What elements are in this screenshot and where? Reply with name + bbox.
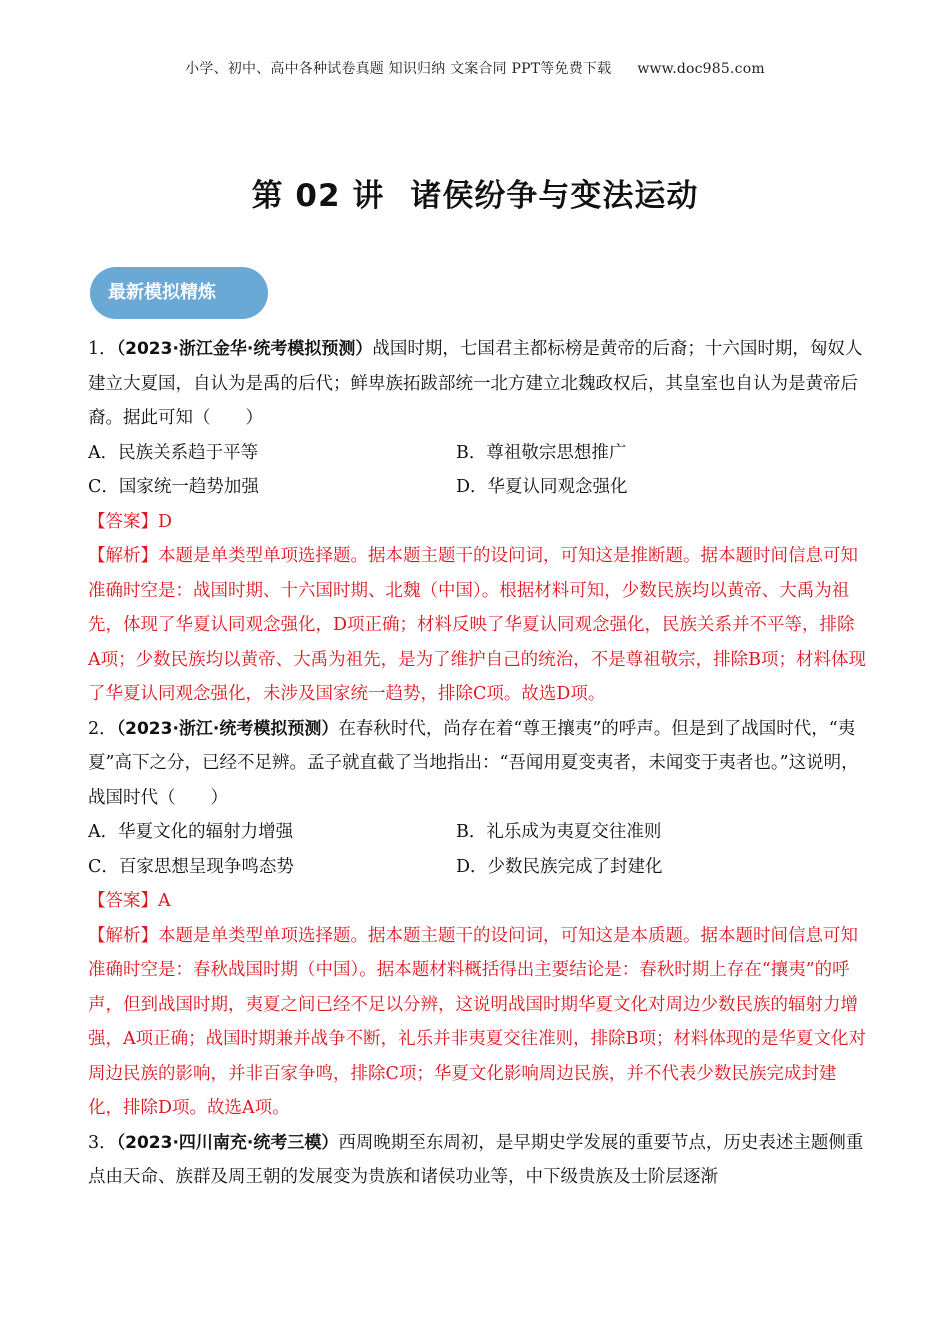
- question-stem: [88, 332, 866, 436]
- question-stem: [88, 1126, 866, 1195]
- question-source: （2023·浙江·统考模拟预测）: [116, 718, 339, 739]
- question-list: [88, 332, 866, 1195]
- page-header: [0, 58, 950, 78]
- answer: 【答案】D: [88, 511, 173, 532]
- option-c: C．百家思想呈现争鸣态势: [88, 856, 294, 877]
- header-site-link[interactable]: www.doc985.com: [637, 61, 765, 77]
- header-text: 小学、初中、高中各种试卷真题 知识归纳 文案合同 PPT等免费下载: [185, 61, 612, 77]
- question-3: [88, 1126, 866, 1195]
- title-lecture-number: 第 02 讲: [251, 178, 385, 214]
- question-text: 西周晚期至东周初，是早期史学发展的重要节点，历史表述主题侧重点由天命、族群及周王朝的发展变为贵族和诸侯功业等，中下级贵族及士阶层逐渐: [88, 1132, 864, 1187]
- option-list: [88, 815, 866, 884]
- page-title: [0, 170, 950, 215]
- option-b: B．尊祖敬宗思想推广: [456, 442, 627, 463]
- section-badge: 最新模拟精炼: [90, 267, 268, 319]
- option-a: A．民族关系趋于平等: [88, 442, 259, 463]
- question-2: [88, 712, 866, 1126]
- title-topic: 诸侯纷争与变法运动: [410, 178, 699, 214]
- option-c: C．国家统一趋势加强: [88, 477, 259, 497]
- question-source: （2023·浙江金华·统考模拟预测）: [116, 339, 373, 359]
- option-b: B．礼乐成为夷夏交往准则: [456, 822, 662, 842]
- analysis: 【解析】本题是单类型单项选择题。据本题主题干的设问词，可知这是本质题。据本题时间信息可知准确时空是：春秋战国时期（中国）。据本题材料概括得出主要结论是：春秋时期上存在“攘夷”的呼声，但到战国时期，夷夏之间已经不足以分辨，这说明战国时期华夏文化对周边少数民族的辐射力增强，A项正确；战国时期兼并战争不断，礼乐并非夷夏交往准则，排除B项；材料体现的是华夏文化对周边民族的影响，并非百家争鸣，排除C项；华夏文化影响周边民族，并不代表少数民族完成封建化，排除D项。故选A项。: [88, 925, 866, 1118]
- answer: 【答案】A: [88, 891, 171, 911]
- question-number: 1．: [88, 339, 117, 359]
- question-1: [88, 332, 866, 712]
- question-source: （2023·四川南充·统考三模）: [116, 1132, 339, 1153]
- question-number: 3．: [88, 1132, 117, 1153]
- option-list: [88, 436, 866, 505]
- option-a: A．华夏文化的辐射力增强: [88, 822, 294, 842]
- question-text: 在春秋时代，尚存在着“尊王攘夷”的呼声。但是到了战国时代，“夷夏”高下之分，已经不足辨。孟子就直截了当地指出：“吾闻用夏变夷者，未闻变于夷者也。”这说明，战国时代（ ）: [88, 718, 859, 808]
- option-d: D．华夏认同观念强化: [456, 477, 628, 497]
- option-d: D．少数民族完成了封建化: [456, 856, 663, 877]
- analysis: 【解析】本题是单类型单项选择题。据本题主题干的设问词，可知这是推断题。据本题时间信息可知准确时空是：战国时期、十六国时期、北魏（中国）。根据材料可知，少数民族均以黄帝、大禹为祖先，体现了华夏认同观念强化，D项正确；材料反映了华夏认同观念强化，民族关系并不平等，排除A项；少数民族均以黄帝、大禹为祖先，是为了维护自己的统治，不是尊祖敬宗，排除B项；材料体现了华夏认同观念强化，未涉及国家统一趋势，排除C项。故选D项。: [88, 546, 866, 704]
- question-text: 战国时期，七国君主都标榜是黄帝的后裔；十六国时期，匈奴人建立大夏国，自认为是禹的后代；鲜卑族拓跋部统一北方建立北魏政权后，其皇室也自认为是黄帝后裔。据此可知（ ）: [88, 339, 863, 428]
- question-stem: [88, 712, 866, 816]
- question-number: 2．: [88, 718, 117, 739]
